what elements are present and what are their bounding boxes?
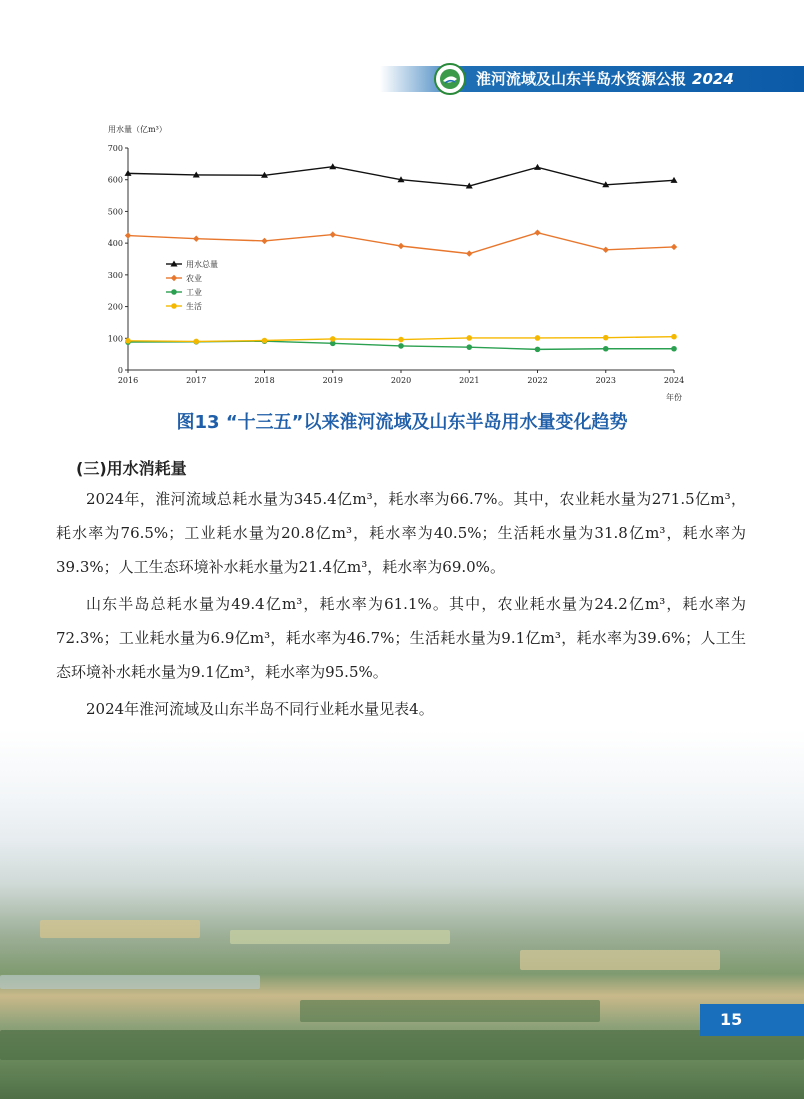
data-point [535, 335, 541, 341]
page-number: 15 [700, 1004, 804, 1036]
data-point [671, 244, 677, 250]
paragraph-huaihe: 2024年，淮河流域总耗水量为345.4亿m³，耗水率为66.7%。其中，农业耗水量为271.5亿m³，耗水率为76.5%；工业耗水量为20.8亿m³，耗水率为40.5%；生活耗水量为31.8亿m³，耗水率为39.3%；人工生态环境补水耗水量为21.4亿m³，耗水率为69.0%。 [56, 490, 746, 576]
y-tick-label: 0 [117, 366, 123, 375]
y-tick-label: 600 [107, 175, 123, 185]
legend-marker [171, 303, 177, 309]
header-year: 2024 [692, 70, 734, 88]
chart-svg [96, 118, 696, 408]
water-use-chart [96, 118, 696, 408]
data-point [466, 335, 472, 341]
y-tick-label: 200 [107, 302, 123, 312]
legend-label: 工业 [186, 288, 202, 297]
data-point [466, 250, 472, 256]
x-tick-label: 2020 [390, 376, 412, 385]
x-tick-label: 2021 [459, 376, 480, 385]
paragraph-table-ref: 2024年淮河流域及山东半岛不同行业耗水量见表4。 [86, 700, 434, 718]
ministry-logo-icon [434, 63, 466, 95]
x-axis-label: 年份 [666, 393, 682, 402]
y-tick-label: 400 [107, 239, 123, 249]
tree-line [300, 1000, 600, 1022]
x-tick-label: 2024 [663, 376, 685, 385]
data-point [671, 346, 677, 352]
data-point [603, 247, 609, 253]
data-point [398, 343, 404, 349]
data-point [671, 334, 677, 340]
y-tick-label: 100 [107, 334, 123, 344]
data-point [329, 163, 336, 169]
y-tick-label: 500 [107, 207, 123, 217]
data-point [535, 347, 541, 353]
data-point [125, 232, 131, 238]
data-point [330, 336, 336, 342]
data-point [262, 338, 268, 344]
data-point [603, 335, 609, 341]
field-patch [520, 950, 720, 970]
legend-label: 用水总量 [186, 260, 218, 269]
figure-caption: 图13 “十三五”以来淮河流域及山东半岛用水量变化趋势 [176, 412, 628, 433]
x-tick-label: 2023 [595, 376, 616, 385]
data-point [534, 229, 540, 235]
data-point [603, 346, 609, 352]
legend-label: 农业 [186, 274, 202, 283]
data-point [125, 338, 131, 344]
field-patch [230, 930, 450, 944]
header-title: 淮河流域及山东半岛水资源公报 2024 [476, 70, 734, 88]
field-patch [40, 920, 200, 938]
paragraph-shandong: 山东半岛总耗水量为49.4亿m³，耗水率为61.1%。其中，农业耗水量为24.2亿m³，耗水率为72.3%；工业耗水量为6.9亿m³，耗水率为46.7%；生活耗水量为9.1亿m³，耗水率为39.6%；人工生态环境补水耗水量为9.1亿m³，耗水率为95.5%。 [56, 595, 746, 681]
x-tick-label: 2019 [322, 376, 343, 385]
legend-label: 生活 [186, 302, 202, 311]
y-tick-label: 700 [107, 144, 123, 153]
legend-marker [171, 289, 177, 295]
x-tick-label: 2016 [117, 376, 139, 385]
data-point [193, 236, 199, 242]
data-point [398, 243, 404, 249]
section-title: (三)用水消耗量 [76, 459, 187, 478]
x-tick-label: 2017 [186, 376, 207, 385]
data-point [330, 231, 336, 237]
x-tick-label: 2022 [527, 376, 548, 385]
y-tick-label: 300 [107, 270, 123, 280]
x-tick-label: 2018 [254, 376, 275, 385]
data-point [261, 238, 267, 244]
data-point [466, 344, 472, 350]
legend-marker [171, 275, 177, 281]
data-point [193, 339, 199, 345]
data-point [534, 164, 541, 170]
landscape-photo [0, 730, 804, 1099]
foreground-trees [0, 1030, 804, 1060]
water-channel [0, 975, 260, 989]
y-axis-label: 用水量（亿m³） [108, 125, 167, 134]
data-point [398, 337, 404, 343]
